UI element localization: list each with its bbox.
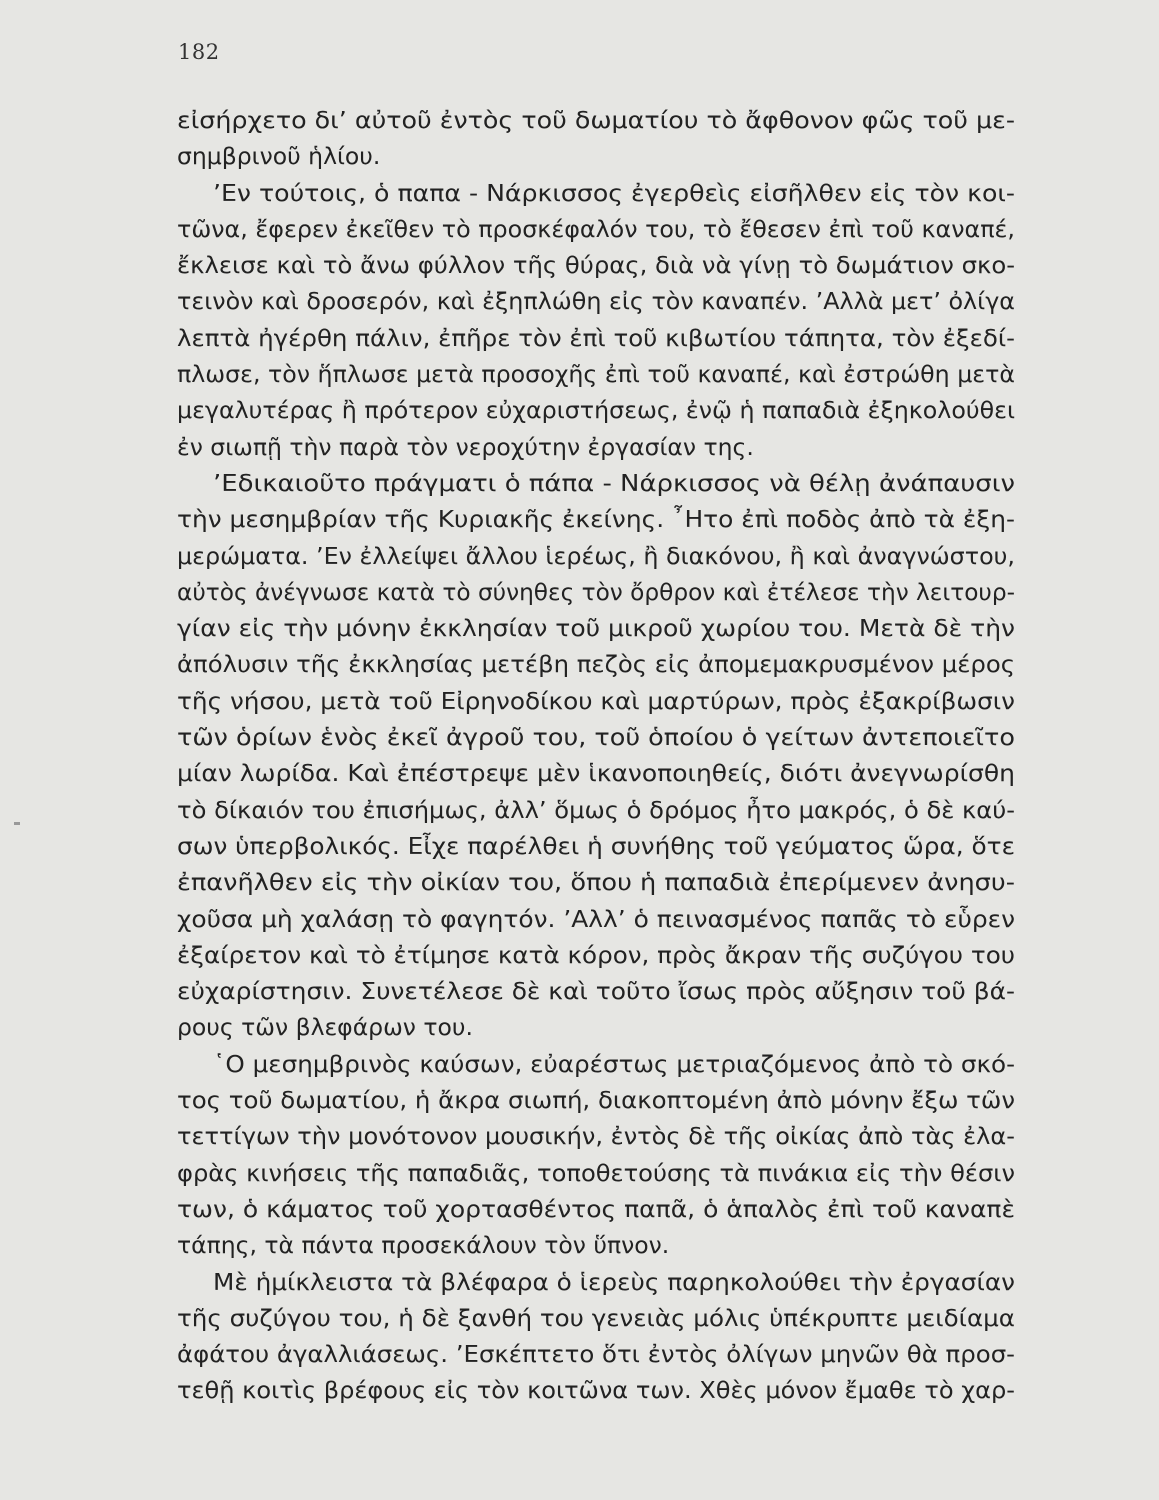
text-line [177, 1118, 1015, 1154]
text-line-content: γίαν εἰς τὴν μόνην ἐκκλησίαν τοῦ μικροῦ χωρίου του. Μετὰ δὲ τὴν [177, 614, 1015, 643]
text-line-content: ἀφάτου ἀγαλλιάσεως. ’Εσκέπτετο ὅτι ἐντὸς ὀλίγων μηνῶν θὰ προσ- [177, 1340, 1016, 1369]
text-line [177, 465, 1015, 501]
text-line-content: ἐπανῆλθεν εἰς τὴν οἰκίαν του, ὅπου ἡ παπαδιὰ ἐπερίμενεν ἀνησυ- [177, 868, 1015, 897]
text-line-content: τος τοῦ δωματίου, ἡ ἄκρα σιωπή, διακοπτομένη ἀπὸ μόνην ἔξω τῶν [177, 1086, 1015, 1115]
text-line-content: τὸ δίκαιόν του ἐπισήμως, ἀλλ’ ὅμως ὁ δρόμος ἦτο μακρός, ὁ δὲ καύ- [177, 795, 1016, 824]
text-line [177, 1227, 1015, 1263]
text-line [177, 320, 1015, 356]
text-line [177, 283, 1015, 319]
text-line [177, 755, 1015, 791]
text-line [177, 1009, 1015, 1045]
text-line [177, 1046, 1015, 1082]
text-line [177, 138, 1015, 174]
text-line-content: ἐν σιωπῇ τὴν παρὰ τὸν νεροχύτην ἐργασίαν της. [177, 432, 754, 461]
text-line-content: τεινὸν καὶ δροσερόν, καὶ ἐξηπλώθη εἰς τὸν καναπέν. ’Αλλὰ μετ’ ὀλίγα [177, 287, 1015, 316]
text-line [177, 1372, 1015, 1408]
text-line-content: τῆς συζύγου του, ἡ δὲ ξανθή του γενειὰς μόλις ὑπέκρυπτε μειδίαμα [177, 1303, 1015, 1332]
text-line [177, 792, 1015, 828]
text-line-content: ρους τῶν βλεφάρων του. [177, 1013, 473, 1042]
page-number: 182 [178, 40, 220, 64]
text-line [177, 719, 1015, 755]
text-line [177, 538, 1015, 574]
text-line [177, 1191, 1015, 1227]
text-line [177, 429, 1015, 465]
text-line-content: τεττίγων τὴν μονότονον μουσικήν, ἐντὸς δὲ τῆς οἰκίας ἀπὸ τὰς ἐλα- [177, 1122, 1016, 1151]
text-line [177, 683, 1015, 719]
text-line-content: εὐχαρίστησιν. Συνετέλεσε δὲ καὶ τοῦτο ἴσως πρὸς αὔξησιν τοῦ βά- [177, 977, 1016, 1006]
text-line-content: τῆς νήσου, μετὰ τοῦ Εἰρηνοδίκου καὶ μαρτύρων, πρὸς ἐξακρίβωσιν [177, 686, 1015, 715]
text-line-content: μίαν λωρίδα. Καὶ ἐπέστρεψε μὲν ἱκανοποιηθείς, διότι ἀνεγνωρίσθη [177, 759, 1015, 788]
text-line-content: σων ὑπερβολικός. Εἶχε παρέλθει ἡ συνήθης τοῦ γεύματος ὥρα, ὅτε [177, 831, 1015, 860]
text-line [177, 937, 1015, 973]
text-line [177, 392, 1015, 428]
text-line [177, 901, 1015, 937]
text-line-content: Μὲ ἡμίκλειστα τὰ βλέφαρα ὁ ἱερεὺς παρηκολούθει τὴν ἐργασίαν [213, 1267, 1015, 1296]
text-line [177, 247, 1015, 283]
text-line-content: πλωσε, τὸν ἥπλωσε μετὰ προσοχῆς ἐπὶ τοῦ καναπέ, καὶ ἐστρώθη μετὰ [177, 360, 1015, 389]
body-text [177, 102, 1015, 1409]
text-line-content: τῶνα, ἔφερεν ἐκεῖθεν τὸ προσκέφαλόν του, τὸ ἔθεσεν ἐπὶ τοῦ καναπέ, [177, 214, 1015, 243]
text-line [177, 175, 1015, 211]
text-line-content: ἀπόλυσιν τῆς ἐκκλησίας μετέβη πεζὸς εἰς ἀπομεμακρυσμένον μέρος [177, 650, 1015, 679]
text-line [177, 1264, 1015, 1300]
text-line-content: μερώματα. ’Εν ἐλλείψει ἄλλου ἱερέως, ἢ διακόνου, ἢ καὶ ἀναγνώστου, [177, 541, 1015, 570]
text-line [177, 1336, 1015, 1372]
text-line [177, 102, 1015, 138]
text-line-content: των, ὁ κάματος τοῦ χορτασθέντος παπᾶ, ὁ ἁπαλὸς ἐπὶ τοῦ καναπὲ [177, 1194, 1015, 1223]
text-line [177, 646, 1015, 682]
margin-mark [14, 822, 20, 825]
text-line-content: αὐτὸς ἀνέγνωσε κατὰ τὸ σύνηθες τὸν ὄρθρον καὶ ἐτέλεσε τὴν λειτουρ- [177, 577, 1015, 606]
text-line-content: τῶν ὁρίων ἑνὸς ἐκεῖ ἀγροῦ του, τοῦ ὁποίου ὁ γείτων ἀντεποιεῖτο [177, 723, 1015, 752]
text-line-content: ἐξαίρετον καὶ τὸ ἐτίμησε κατὰ κόρον, πρὸς ἄκραν τῆς συζύγου του [177, 940, 1015, 969]
text-line [177, 501, 1015, 537]
text-line [177, 973, 1015, 1009]
text-line [177, 211, 1015, 247]
text-line [177, 1155, 1015, 1191]
text-line [177, 828, 1015, 864]
text-line-content: ῾Ο μεσημβρινὸς καύσων, εὐαρέστως μετριαζόμενος ἀπὸ τὸ σκό- [213, 1049, 1015, 1078]
text-line-content: χοῦσα μὴ χαλάσῃ τὸ φαγητόν. ’Αλλ’ ὁ πεινασμένος παπᾶς τὸ εὗρεν [177, 904, 1015, 933]
text-line-content: φρὰς κινήσεις τῆς παπαδιᾶς, τοποθετούσης τὰ πινάκια εἰς τὴν θέσιν [177, 1158, 1015, 1187]
text-line [177, 356, 1015, 392]
text-line-content: σημβρινοῦ ἡλίου. [177, 142, 381, 171]
text-line-content: μεγαλυτέρας ἢ πρότερον εὐχαριστήσεως, ἐνῷ ἡ παπαδιὰ ἐξηκολούθει [177, 396, 1015, 425]
text-line-content: λεπτὰ ἠγέρθη πάλιν, ἐπῆρε τὸν ἐπὶ τοῦ κιβωτίου τάπητα, τὸν ἐξεδί- [177, 323, 1015, 352]
text-line-content: εἰσήρχετο δι’ αὐτοῦ ἐντὸς τοῦ δωματίου τὸ ἄφθονον φῶς τοῦ με- [177, 106, 1015, 134]
text-line-content: ’Εδικαιοῦτο πράγματι ὁ πάπα - Νάρκισσος νὰ θέλῃ ἀνάπαυσιν [213, 468, 1015, 497]
text-line [177, 1300, 1015, 1336]
text-line [177, 864, 1015, 900]
text-line-content: ’Εν τούτοις, ὁ παπα - Νάρκισσος ἐγερθεὶς εἰσῆλθεν εἰς τὸν κοι- [213, 178, 1015, 207]
text-line-content: τάπης, τὰ πάντα προσεκάλουν τὸν ὕπνον. [177, 1231, 670, 1260]
text-line [177, 610, 1015, 646]
text-line-content: ἔκλεισε καὶ τὸ ἄνω φύλλον τῆς θύρας, διὰ νὰ γίνῃ τὸ δωμάτιον σκο- [177, 251, 1015, 280]
text-line-content: τεθῇ κοιτὶς βρέφους εἰς τὸν κοιτῶνα των. Χθὲς μόνον ἔμαθε τὸ χαρ- [177, 1376, 1015, 1405]
text-line [177, 1082, 1015, 1118]
text-line-content: τὴν μεσημβρίαν τῆς Κυριακῆς ἐκείνης. ῏Ητο ἐπὶ ποδὸς ἀπὸ τὰ ἐξη- [177, 505, 1015, 534]
text-line [177, 574, 1015, 610]
